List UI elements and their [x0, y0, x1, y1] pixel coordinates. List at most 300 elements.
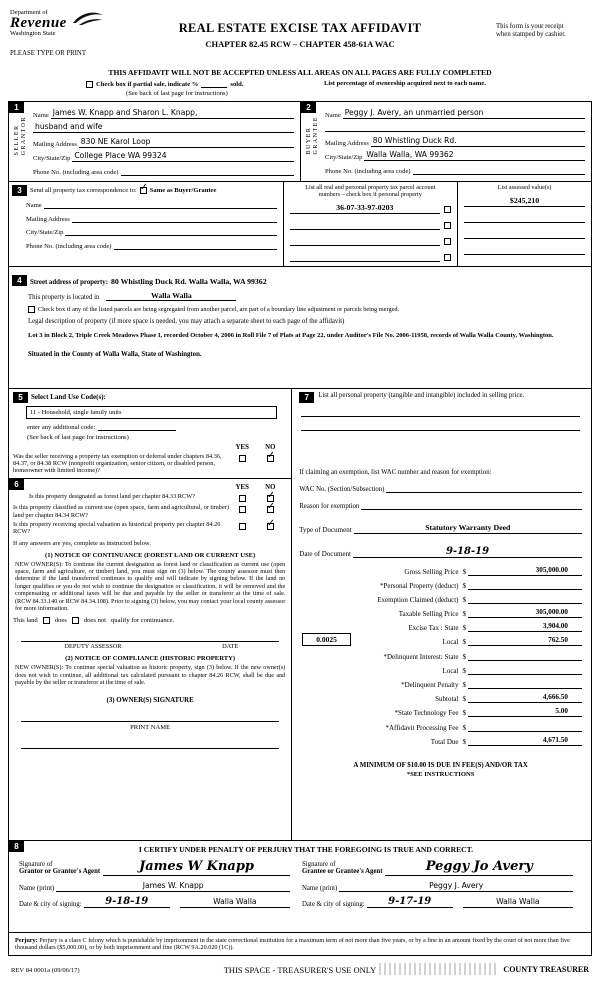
excise-tax-state-row — [299, 621, 582, 632]
delinquent-interest-local-row — [299, 664, 582, 675]
buyer-phone-input[interactable] — [413, 165, 585, 175]
correspondence-header — [12, 181, 277, 196]
personal-property-header — [299, 392, 582, 403]
excise-tax-local-label: Local — [442, 638, 459, 647]
name-print-label: Name (print) — [302, 884, 338, 892]
affidavit-processing-fee-label: *Affidavit Processing Fee — [385, 723, 459, 732]
parcel-number-input[interactable]: 36-07-33-97-0203 — [290, 203, 441, 214]
exemption-deferral-question — [13, 449, 287, 475]
check-mark: ✓ — [139, 181, 149, 193]
seller-name2-input[interactable]: husband and wife — [33, 122, 294, 133]
current-use-question — [13, 501, 287, 519]
seller-mailing-row — [33, 137, 294, 148]
yes-no-header — [13, 444, 287, 451]
section-2-badge: 2 — [301, 102, 316, 113]
buyer-city-input[interactable]: Walla Walla, WA 99362 — [364, 150, 585, 161]
delinquent-interest-state-label: *Delinquent Interest: State — [383, 652, 459, 661]
grantee-signature-line[interactable] — [385, 858, 573, 876]
no-header: NO — [265, 443, 276, 451]
parcel-row-2 — [290, 219, 452, 230]
left-column — [9, 389, 291, 840]
additional-code-row — [27, 423, 287, 431]
parcel-3-personal-checkbox[interactable] — [444, 238, 451, 245]
parcel-header-line1: List all real and personal property tax parcel account — [305, 183, 436, 191]
section-5-land-use — [9, 389, 291, 479]
dollar-sign: $ — [462, 610, 466, 619]
section-8-signatures — [9, 840, 591, 932]
this-land-label: This land — [13, 617, 38, 625]
buyer-side-word: BUYER — [306, 126, 312, 155]
personal-property-input-1[interactable] — [301, 403, 580, 417]
doc-date-input[interactable]: 9-18-19 — [353, 547, 582, 558]
delinquent-interest-state-input[interactable] — [468, 660, 582, 661]
grantee-date-input[interactable]: 9-17-19 — [367, 897, 453, 908]
partial-sale-sold-label: sold. — [230, 81, 244, 88]
signature-of-label: Signature of — [302, 860, 336, 868]
delinquent-penalty-row — [299, 678, 582, 689]
dollar-sign: $ — [462, 595, 466, 604]
name-print-label: Name (print) — [19, 884, 55, 892]
section-4-badge: 4 — [12, 275, 27, 286]
see-instructions-note: *SEE INSTRUCTIONS — [406, 770, 475, 778]
check-mark: ✓ — [266, 490, 276, 502]
grantee-sig-label — [302, 861, 382, 876]
dollar-sign: $ — [462, 652, 466, 661]
receipt-note-line1: This form is your receipt — [496, 23, 564, 30]
see-back-note: (See back of last page for instructions) — [126, 90, 228, 97]
seller-mailing-input[interactable]: 830 NE Karol Loop — [79, 137, 294, 148]
yes-header: YES — [235, 484, 249, 492]
exemption-note: If claiming an exemption, list WAC number and reason for exemption: — [299, 468, 492, 476]
dollar-sign: $ — [462, 567, 466, 576]
grantor-side-word: GRANTOR — [21, 116, 27, 156]
parcel-row-4 — [290, 251, 452, 262]
taxable-selling-price-row — [299, 607, 582, 618]
notice-compliance-title: (2) NOTICE OF COMPLIANCE (HISTORIC PROPERTY) — [65, 655, 236, 663]
dollar-sign: $ — [462, 624, 466, 633]
perjury-notice — [9, 932, 591, 956]
s6-q2-no-checkbox[interactable] — [266, 501, 276, 513]
local-rate-input[interactable]: 0.0025 — [302, 633, 351, 646]
money-table — [299, 565, 582, 746]
name-label: Name — [325, 111, 341, 119]
print-name-line[interactable] — [21, 738, 279, 749]
form-chapter: CHAPTER 82.45 RCW – CHAPTER 458-61A WAC — [205, 39, 395, 49]
parcel-1-personal-checkbox[interactable] — [444, 206, 451, 213]
personal-property-deduct-row — [299, 579, 582, 590]
date-city-label: Date & city of signing: — [19, 900, 82, 908]
form-number: REV 84 0001a (09/06/17) — [11, 967, 80, 975]
buyer-phone-row — [325, 165, 585, 175]
answers-yes-note: If any answers are yes, complete as instructed below. — [13, 539, 151, 547]
check-mark: ✓ — [266, 449, 276, 461]
exemption-deferral-text: Was the seller receiving a property tax exemption or deferral under chapters 84.36, 84.37, or 84.38 RCW (nonprofit organization, senior citizen, or disabled person, homeowner with limited income)? — [13, 452, 222, 475]
please-type-label: PLEASE TYPE OR PRINT — [10, 50, 86, 57]
seller-name-input[interactable]: James W. Knapp and Sharon L. Knapp, — [51, 108, 294, 119]
parcel-2-personal-checkbox[interactable] — [444, 222, 451, 229]
seller-phone-input[interactable] — [121, 166, 294, 176]
wac-label: WAC No. (Section/Subsection) — [299, 485, 385, 493]
grantor-signature-line[interactable] — [103, 858, 290, 876]
doc-type-input[interactable]: Statutory Warranty Deed — [354, 523, 582, 534]
corr-name-input[interactable] — [44, 199, 277, 209]
section-3-correspondence — [9, 182, 283, 266]
delinquent-interest-local-label: Local — [442, 666, 459, 675]
dollar-sign: $ — [462, 681, 466, 689]
check-mark: ✓ — [266, 517, 276, 529]
city-label: City/State/Zip — [26, 229, 64, 236]
cashier-stamp — [379, 963, 497, 975]
owners-signature-line[interactable] — [21, 711, 279, 722]
name-label: Name — [33, 111, 49, 119]
middle-columns — [9, 388, 591, 840]
perjury-text: Perjury is a class C felony which is punishable by imprisonment in the state correctional institution for a maximum term of not more than five years, or by a fine in an amount fixed by the court of not more than five thousand dollars ($5,000.00), or by both imprisonment and fine (RCW 9A.20.020 (1C)). — [15, 936, 570, 951]
assessed-4-input[interactable] — [464, 244, 585, 255]
dollar-sign: $ — [462, 638, 466, 647]
reason-row — [299, 500, 582, 510]
parcel-header-line2: numbers – check box if personal property — [318, 190, 422, 198]
excise-tax-state-input[interactable]: 3,904.00 — [468, 621, 582, 632]
section-4-property — [9, 266, 591, 388]
state-technology-fee-label: *State Technology Fee — [394, 709, 459, 718]
legal-description-text: Lot 3 in Block 2, Triple Creek Meadows Phase I, recorded October 4, 2006 in Roll File 7 of Plats at Page 22, under Auditor's File No. 2006-11958, records of Walla Walla County, Washington. — [28, 331, 554, 339]
wac-input[interactable] — [386, 483, 582, 493]
delinquent-interest-local-input[interactable] — [468, 674, 582, 675]
seller-grantor-side-label — [14, 116, 27, 155]
exemption-claimed-input[interactable] — [468, 603, 582, 604]
perjury-label: Perjury: — [15, 936, 38, 944]
s5-q1-no-checkbox[interactable] — [266, 449, 276, 462]
seller-phone-row — [33, 166, 294, 176]
s6-q3-yes-checkbox[interactable] — [239, 523, 246, 530]
located-in-label: This property is located in — [28, 293, 100, 301]
section-6-classification — [9, 478, 291, 838]
name-label: Name — [26, 202, 42, 209]
dor-swoosh-icon — [72, 10, 104, 26]
subtotal-row — [299, 692, 582, 703]
partial-sale-checkbox[interactable] — [86, 81, 93, 88]
historical-property-question — [13, 517, 287, 536]
section-2-buyer — [300, 102, 591, 181]
assessed-header-line: List assessed value(s) — [497, 183, 552, 191]
street-address-label: Street address of property: — [30, 278, 108, 286]
treasurer-area — [379, 963, 589, 975]
receipt-note-line2: when stamped by cashier. — [496, 31, 566, 38]
notice-compliance-text: NEW OWNER(S): To continue special valuation as historic property, sign (3) below. If the new owner(s) does not wish to continue, all additional tax calculated pursuant to chapter 84.26 RCW, shall be due and payable by the seller or transferor at the time of sale. — [15, 664, 286, 687]
total-due-input[interactable]: 4,671.50 — [468, 735, 582, 746]
parcel-4-personal-checkbox[interactable] — [444, 254, 451, 261]
grantor-signature-block — [17, 857, 300, 908]
section-1-seller — [9, 102, 300, 181]
section-6-badge: 6 — [9, 479, 24, 490]
grantee-date-city-row — [302, 897, 573, 908]
total-due-row — [299, 735, 582, 746]
seller-name-row — [33, 108, 294, 119]
section-3-badge: 3 — [12, 185, 27, 196]
land-use-code-box[interactable]: 11 - Household, single family units — [26, 406, 277, 419]
form-body — [8, 101, 592, 956]
warning-banner: THIS AFFIDAVIT WILL NOT BE ACCEPTED UNLESS ALL AREAS ON ALL PAGES ARE FULLY COMPLETED — [108, 68, 492, 77]
mailing-label: Mailing Address — [33, 140, 77, 148]
partial-sale-option — [86, 80, 243, 88]
section-8-badge: 8 — [9, 841, 24, 852]
phone-label: Phone No. (including area code) — [33, 168, 119, 176]
land-does-checkbox[interactable] — [43, 617, 50, 624]
state-technology-fee-row — [299, 706, 582, 717]
does-not-label: does not — [83, 617, 106, 625]
historical-property-answers — [233, 517, 287, 536]
exemption-claimed-row — [299, 593, 582, 604]
buyer-name-input[interactable]: Peggy J. Avery, an unmarried person — [343, 108, 585, 119]
doc-date-row — [299, 547, 582, 558]
deputy-assessor-labels — [13, 643, 287, 650]
grantee-name-print-input[interactable]: Peggy J. Avery — [339, 881, 573, 892]
receipt-note — [496, 23, 590, 39]
parcel-2-input[interactable] — [290, 219, 441, 230]
grantor-name-print-input[interactable]: James W. Knapp — [56, 881, 290, 892]
doc-type-row — [299, 523, 582, 534]
forest-land-question — [13, 490, 287, 502]
s6-q3-no-checkbox[interactable] — [266, 517, 276, 530]
city-label: City/State/Zip — [33, 155, 71, 162]
affidavit-processing-fee-row — [299, 721, 582, 732]
partial-sale-row — [8, 80, 592, 101]
grantee-name-print-row — [302, 881, 573, 892]
segregated-checkbox[interactable] — [28, 306, 35, 313]
parties-row — [9, 102, 591, 181]
correspondence-fields — [12, 199, 277, 250]
buyer-city-row — [325, 150, 585, 161]
exemption-claimed-label: Exemption Claimed (deduct) — [377, 595, 459, 604]
street-address-input[interactable]: 80 Whistling Duck Rd. Walla Walla, WA 99362 — [110, 276, 267, 286]
see-back-note-2: (See back of last page for instructions) — [27, 433, 129, 441]
affidavit-processing-fee-input[interactable] — [468, 731, 582, 732]
dor-dept-of-label: Department of — [10, 9, 48, 16]
subtotal-input[interactable]: 4,666.50 — [468, 692, 582, 703]
minimum-due-note: A MINIMUM OF $10.00 IS DUE IN FEE(S) AND/OR TAX — [353, 761, 528, 769]
dor-revenue-label: Revenue — [10, 15, 67, 31]
personal-property-label: List all personal property (tangible and intangible) included in selling price. — [318, 391, 525, 399]
county-treasurer-label: COUNTY TREASURER — [503, 964, 589, 974]
corr-phone-row — [26, 240, 277, 250]
buyer-grantee-side-label — [306, 116, 319, 155]
seller-city-input[interactable]: College Place WA 99324 — [72, 151, 294, 162]
legal-description-label: Legal description of property (if more space is needed, you may attach a separate sheet to each page of the affidavit) — [28, 317, 345, 325]
buyer-mailing-input[interactable]: 80 Whistling Duck Rd. — [371, 136, 585, 147]
notice-continuance-text: NEW OWNER(S): To continue the current designation as forest land or classification as current use (open space, farm and agriculture, or timber) land, you must sign on (3) below. The county assessor must then determine if the land transferred continues to qualify and will indicate by signing below. If the land no longer qualifies or you do not wish to continue the designation or classification, it will be removed and the compensating or additional taxes will be due and payable by the seller or transferor at the time of sale. (RCW 84.33.140 or RCW 84.34.108). Prior to signing (3) below, you may contact your local county assessor for more information. — [15, 560, 286, 613]
personal-property-deduct-label: *Personal Property (deduct) — [379, 581, 459, 590]
grantor-date-input[interactable]: 9-18-19 — [84, 897, 170, 908]
additional-code-input[interactable] — [98, 423, 176, 431]
ownership-note: List percentage of ownership acquired next to each name. — [324, 80, 486, 87]
doc-date-label: Date of Document — [299, 549, 351, 558]
land-does-not-checkbox[interactable] — [72, 617, 79, 624]
city-label: City/State/Zip — [325, 154, 363, 161]
parcel-4-input[interactable] — [290, 251, 441, 262]
grantor-signature-line-row — [19, 858, 290, 876]
phone-label: Phone No. (including area code) — [26, 242, 112, 250]
no-header: NO — [265, 484, 276, 492]
forest-land-answers — [233, 490, 287, 502]
exemption-deferral-answers — [233, 449, 287, 475]
assessed-header — [464, 184, 585, 191]
deputy-assessor-label: DEPUTY ASSESSOR — [64, 643, 122, 651]
signature-of-label: Signature of — [19, 860, 53, 868]
s6-q1-yes-checkbox[interactable] — [239, 495, 246, 502]
seller-city-row — [33, 151, 294, 162]
section-3 — [9, 181, 591, 266]
certify-statement: I CERTIFY UNDER PENALTY OF PERJURY THAT THE FOREGOING IS TRUE AND CORRECT. — [138, 844, 474, 854]
section-3-parcels — [283, 182, 458, 266]
forest-land-text: Is this property designated as forest land per chapter 84.33 RCW? — [29, 493, 195, 501]
buyer-name-row — [325, 108, 585, 119]
corr-mailing-row — [26, 213, 277, 223]
doc-type-label: Type of Document — [299, 525, 352, 534]
wac-row — [299, 483, 582, 493]
deputy-assessor-signature-line[interactable] — [21, 631, 279, 642]
grantor-agent-label: Grantor or Grantor's Agent — [19, 868, 101, 875]
section-7-badge: 7 — [299, 392, 314, 403]
grantor-city-input[interactable]: Walla Walla — [180, 897, 290, 908]
same-as-buyer-checkbox[interactable] — [139, 181, 149, 194]
segregated-row — [28, 306, 583, 313]
check-mark: ✓ — [266, 501, 276, 513]
parcel-row-1 — [290, 203, 452, 214]
grantee-city-input[interactable]: Walla Walla — [463, 897, 573, 908]
state-technology-fee-input[interactable]: 5.00 — [468, 706, 582, 717]
section-7-tax — [291, 389, 591, 840]
seller-name2-row — [33, 122, 294, 133]
excise-tax-state-label: Excise Tax : State — [408, 624, 459, 633]
parcel-header — [290, 184, 452, 198]
assessed-3-input[interactable] — [464, 228, 585, 239]
buyer-name2-input[interactable] — [325, 122, 585, 132]
buyer-mailing-row — [325, 136, 585, 147]
corr-city-input[interactable] — [65, 226, 276, 236]
historical-property-text: Is this property receiving special valuation as historical property per chapter 84.26 RCW? — [13, 520, 221, 536]
gross-selling-price-label: Gross Selling Price — [404, 567, 459, 576]
s5-q1-yes-checkbox[interactable] — [239, 455, 246, 462]
current-use-answers — [233, 501, 287, 519]
assessed-2-input[interactable] — [464, 212, 585, 223]
personal-property-input-2[interactable] — [301, 417, 580, 431]
personal-property-deduct-input[interactable] — [468, 589, 582, 590]
print-name-label: PRINT NAME — [130, 723, 171, 731]
located-in-row — [28, 291, 583, 301]
land-use-title: Select Land Use Code(s): — [31, 393, 106, 401]
excise-tax-local-row — [299, 635, 582, 646]
gross-selling-price-row — [299, 565, 582, 576]
date-city-label: Date & city of signing: — [302, 900, 365, 908]
mailing-label: Mailing Address — [325, 139, 369, 147]
signature-row — [17, 857, 583, 908]
total-due-label: Total Due — [430, 737, 459, 746]
grantee-side-word: GRANTEE — [313, 116, 319, 155]
phone-label: Phone No. (including area code) — [325, 167, 411, 175]
assessed-value-input[interactable]: $245,210 — [464, 196, 585, 207]
grantee-signature-block — [300, 857, 583, 908]
grantee-signature-line-row — [302, 858, 573, 876]
assessed-row-4 — [464, 244, 585, 255]
s6-q2-yes-checkbox[interactable] — [239, 506, 246, 513]
assessed-row-3 — [464, 228, 585, 239]
land-use-header — [13, 392, 287, 403]
treasurer-space-label: THIS SPACE - TREASURER'S USE ONLY — [223, 965, 377, 976]
additional-code-label: enter any additional code: — [27, 423, 96, 431]
form-header — [8, 6, 592, 68]
assessed-row-1 — [464, 196, 585, 207]
mailing-label: Mailing Address — [26, 215, 70, 223]
notice-continuance-title: (1) NOTICE OF CONTINUANCE (FOREST LAND OR CURRENT USE) — [45, 551, 256, 559]
grantor-signature: James W Knapp — [139, 858, 255, 874]
partial-sale-percent-input[interactable] — [201, 80, 227, 88]
street-address-row — [12, 275, 583, 286]
corr-city-row — [26, 226, 277, 236]
taxable-selling-price-input[interactable]: 305,000.00 — [468, 607, 582, 618]
grantor-sig-label — [19, 861, 100, 876]
yes-header: YES — [235, 443, 249, 451]
dollar-sign: $ — [462, 709, 466, 718]
reason-label: Reason for exemption — [299, 502, 360, 510]
delinquent-penalty-label: *Delinquent Penalty — [401, 681, 459, 689]
seller-side-word: SELLER — [14, 124, 20, 156]
form-footer — [8, 960, 592, 984]
does-label: does — [54, 617, 67, 625]
section-1-badge: 1 — [9, 102, 24, 113]
taxable-selling-price-label: Taxable Selling Price — [398, 610, 459, 619]
reason-input[interactable] — [361, 500, 582, 510]
located-in-input[interactable]: Walla Walla — [106, 291, 236, 301]
grantee-agent-label: Grantee or Grantee's Agent — [302, 868, 383, 875]
current-use-text: Is this property classified as current use (open space, farm and agricultural, or timber) land per chapter 84.34 RCW? — [13, 504, 229, 519]
dollar-sign: $ — [462, 666, 466, 675]
land-qualify-row — [13, 617, 287, 624]
subtotal-label: Subtotal — [435, 695, 459, 704]
dollar-sign: $ — [462, 737, 466, 746]
date-label: DATE — [222, 643, 239, 651]
section-5-badge: 5 — [13, 392, 28, 403]
legal-description-label-row — [28, 318, 583, 325]
corr-phone-input[interactable] — [114, 240, 277, 250]
corr-mailing-input[interactable] — [72, 213, 277, 223]
excise-tax-local-input[interactable]: 762.50 — [468, 635, 582, 646]
corr-name-row — [26, 199, 277, 209]
gross-selling-price-input[interactable]: 305,000.00 — [468, 565, 582, 576]
grantor-name-print-row — [19, 881, 290, 892]
segregated-label: Check box if any of the listed parcels are being segregated from another parcel, are part of a boundary line adjustment or parcels being merged. — [38, 305, 400, 313]
partial-sale-label: Check box if partial sale, indicate % — [96, 81, 199, 88]
dor-state-label: Washington State — [10, 30, 56, 37]
grantor-date-city-row — [19, 897, 290, 908]
assessed-row-2 — [464, 212, 585, 223]
situated-text: Situated in the County of Walla Walla, State of Washington. — [28, 351, 202, 358]
owners-signature-title: (3) OWNER(S) SIGNATURE — [106, 696, 194, 704]
buyer-name2-row — [325, 122, 585, 132]
form-title: REAL ESTATE EXCISE TAX AFFIDAVIT — [178, 21, 422, 35]
grantee-signature: Peggy Jo Avery — [425, 858, 533, 874]
section-3-assessed — [457, 182, 591, 266]
dor-logo — [10, 9, 130, 37]
delinquent-penalty-input[interactable] — [468, 688, 582, 689]
dollar-sign: $ — [462, 581, 466, 590]
qualify-label: qualify for continuance. — [111, 617, 175, 625]
parcel-3-input[interactable] — [290, 235, 441, 246]
yes-no-header-2 — [13, 484, 287, 491]
send-to-label: Send all property tax correspondence to: — [30, 186, 137, 194]
parcel-row-3 — [290, 235, 452, 246]
delinquent-interest-state-row — [299, 650, 582, 661]
dollar-sign: $ — [462, 695, 466, 704]
